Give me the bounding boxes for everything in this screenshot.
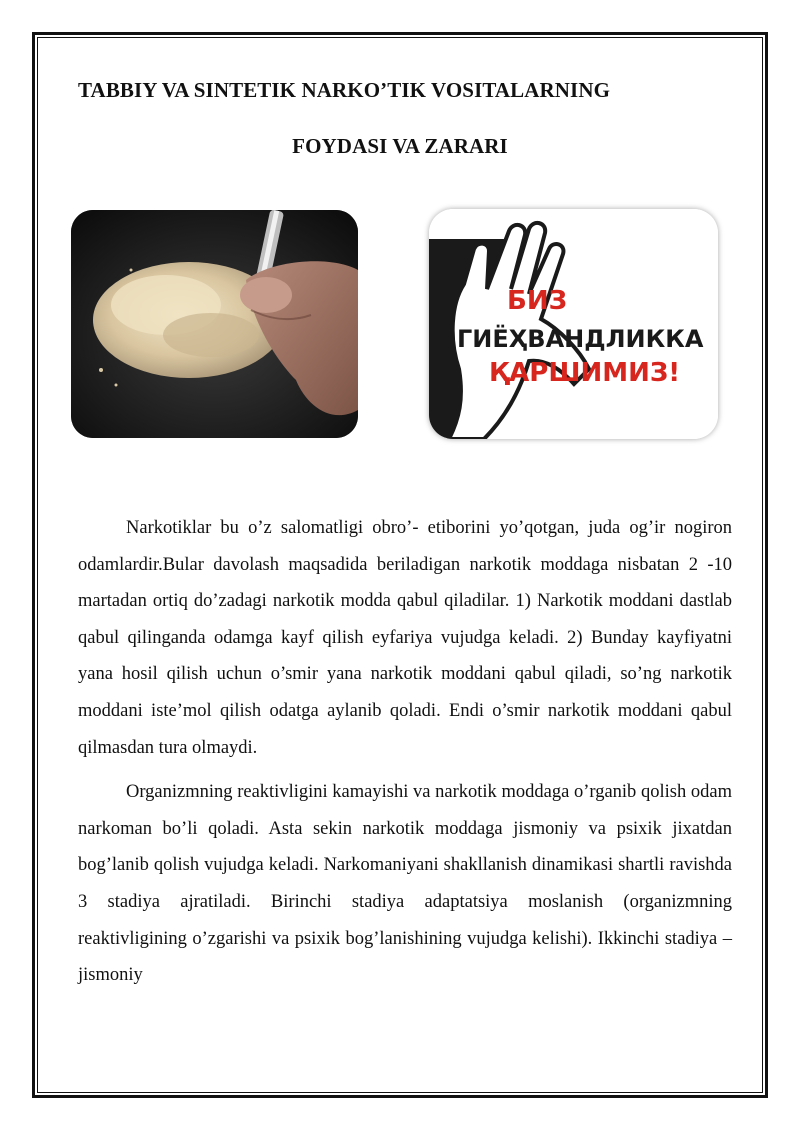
powder-and-syringe-photo bbox=[71, 210, 358, 438]
paragraph-2: Organizmning reaktivligini kamayishi va narkotik moddaga o’rganib qolish odam narkoman bo’li qoladi. Asta sekin narkotik moddaga jismoniy va psixik jixatdan bog’lanib qolish vujudga keladi. Narkomaniyani shakllanish dinamikasi shartli ravishda 3 stadiya ajratiladi. Birinchi stadiya adaptatsiya moslanish (organizmning reaktivligining o’zgarishi va psixik bog’lanishining vujudga kelishi). Ikkinchi stadiya – jismoniy bbox=[78, 782, 732, 986]
paragraph-1: Narkotiklar bu o’z salomatligi obro’- etiborini yo’qotgan, juda og’ir nogiron odamlardir.Bular davolash maqsadida beriladigan narkotik moddaga nisbatan 2 -10 martadan ortiq do’zadagi narkotik modda qabul qiladilar. 1) Narkotik moddani dastlab qabul qilinganda odamga kayf qilish eyfariya vujudga keladi. 2) Bunday kayfiyatni yana hosil qilish uchun o’smir yana narkotik moddani qabul qiladi, so’ng narkotik moddani iste’mol qilish odatga aylanib qoladi. Endi o’smir narkotik moddani qabul qilmasdan tura olmaydi. bbox=[78, 518, 732, 758]
stop-hand-illustration bbox=[429, 209, 718, 439]
document-title-line-2: FOYDASI VA ZARARI bbox=[292, 134, 508, 158]
poster-line-3: ҚАРШИМИЗ! bbox=[489, 358, 681, 388]
document-body bbox=[78, 510, 732, 1002]
poster-line-1: БИЗ bbox=[507, 286, 568, 316]
powder-photo-illustration bbox=[71, 210, 358, 438]
document-title-line-1: TABBIY VA SINTETIK NARKO’TIK VOSITALARNING bbox=[78, 78, 611, 102]
stop-hand-poster bbox=[429, 209, 718, 439]
poster-line-2: ГИЁҲВАНДЛИККА bbox=[457, 325, 704, 353]
